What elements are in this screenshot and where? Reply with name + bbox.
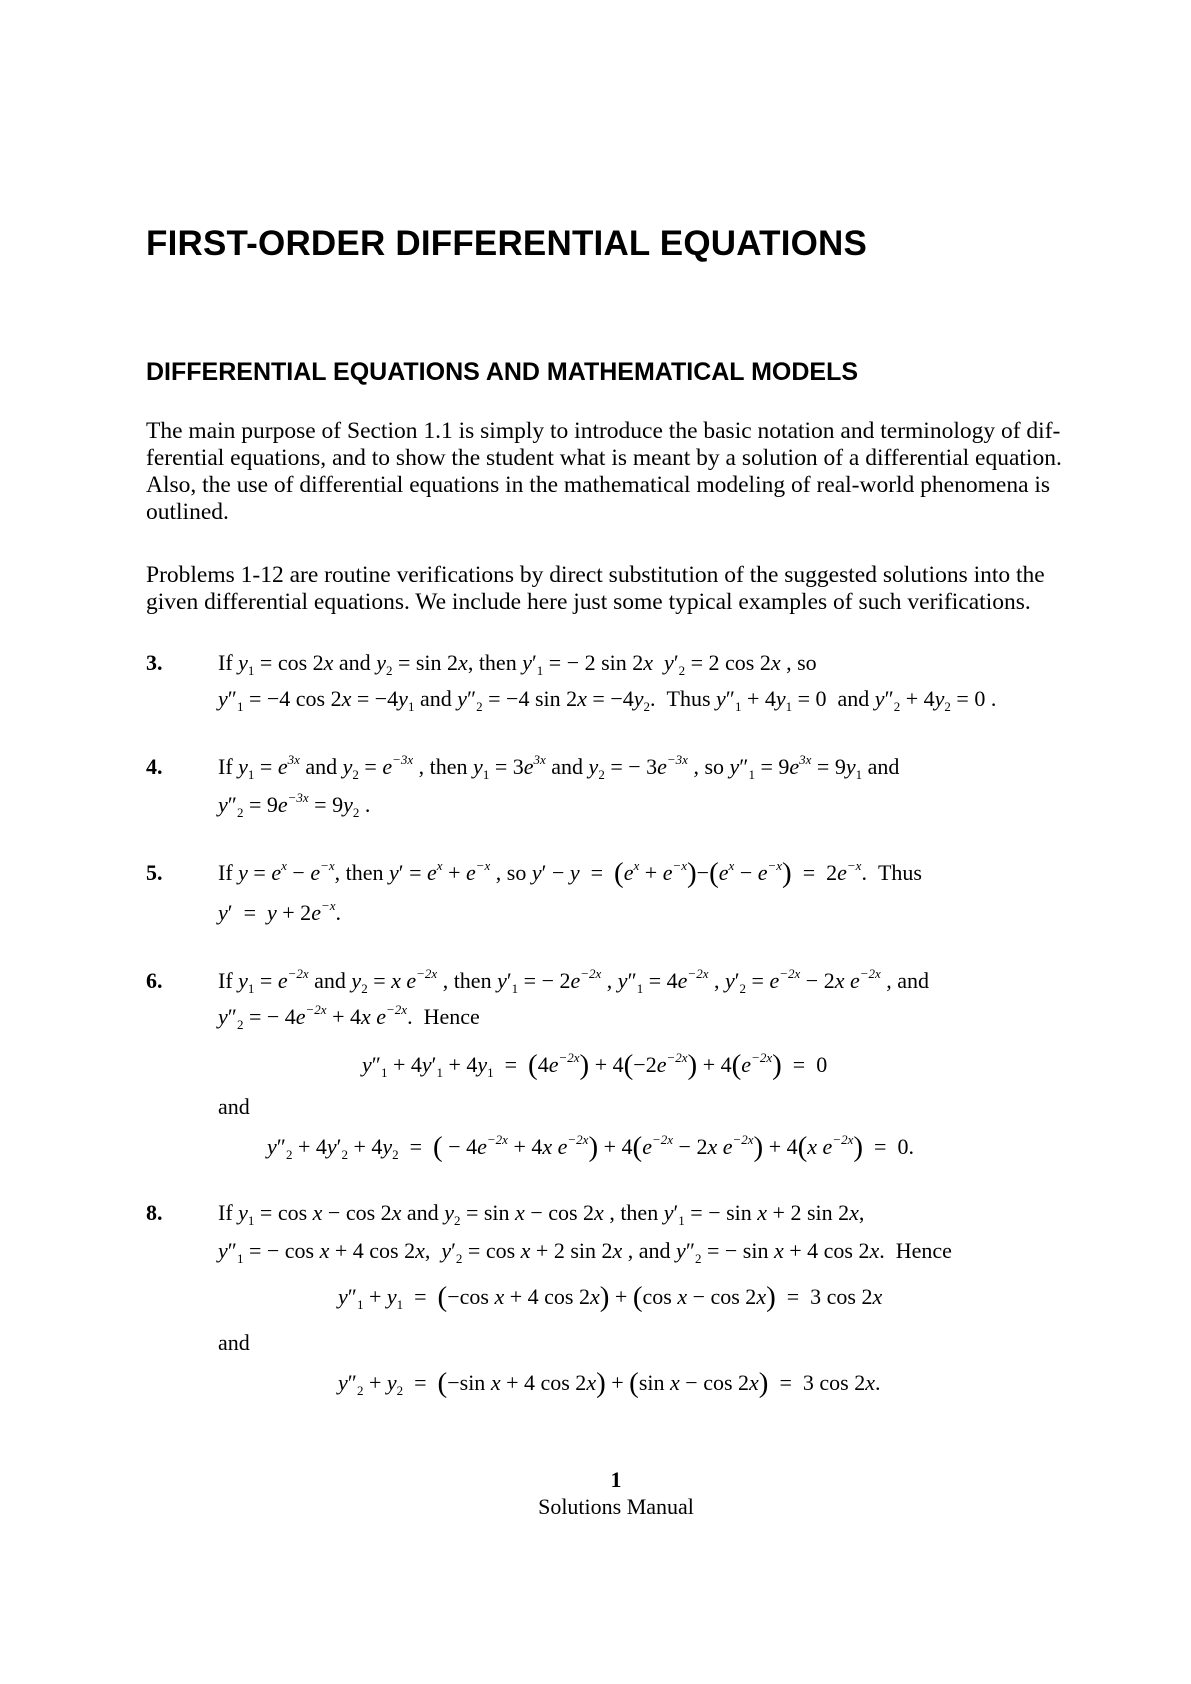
problems-line: given differential equations. We include here just some typical examples of such verifications.	[146, 589, 1031, 615]
problem-4-line-2: $y''_2 = 9e^{-3x} = 9y_2$ .	[218, 790, 371, 820]
problem-8-line-2: $y''_1$ = − cos x + 4 cos 2x, $y'_2 = \cos x + 2$ sin 2x , and $y''_2$ = − sin x + 4 cos 2x. Hence	[218, 1238, 952, 1266]
intro-line: ferential equations, and to show the student what is meant by a solution of a differential equation.	[146, 445, 1062, 471]
problem-6-line-2: $y''_2$ = − $4e^{-2x} + 4x$ $e^{-2x}$. Hence	[218, 1002, 480, 1032]
footer-title: Solutions Manual	[538, 1494, 694, 1519]
problem-5-line-2: $y' = y + 2e^{-x}$.	[218, 898, 341, 925]
problem-6-line-1: If $y_1 = e^{-2x}$ and $y_2 = x$ $e^{-2x}$ , then $y'_1$ = − $2e^{-2x}$ , $y''_1 = 4e^{-2x}$ , $y'_2 = e^{-2x} - 2x$ $e^{-2x}$ , and	[218, 966, 930, 996]
intro-line: Also, the use of differential equations in the mathematical modeling of real-world phenomena is	[146, 472, 1051, 498]
problem-8-equation-1: $y''_1 + y_1 = (-\cos$ x + 4 cos 2x) + (cos x − cos 2x) = 3 cos 2x	[338, 1281, 883, 1313]
intro-line: The main purpose of Section 1.1 is simply to introduce the basic notation and terminology of dif-	[146, 418, 1061, 444]
problem-number: 4.	[146, 754, 163, 779]
problem-number: 3.	[146, 650, 163, 675]
problem-4-line-1: If $y_1 = e^{3x}$ and $y_2 = e^{-3x}$ , then $y_1 = 3e^{3x}$ and $y_2$ = − $3e^{-3x}$ , so $y''_1 = 9e^{3x} = 9y_1$ and	[218, 752, 900, 782]
problem-6-equation-1: $y''_1 + 4y'_1 + 4y_1 = (4e^{-2x}) + 4(-2e^{-2x}) + 4(e^{-2x}) = 0$	[362, 1049, 828, 1081]
and-label: and	[218, 1094, 250, 1119]
problem-3-line-1: If $y_1 = \cos 2x$ and $y_2 = \sin 2x$, then $y'_1$ = − 2 sin 2x $y'_2 = 2$ cos 2x , so	[218, 650, 817, 678]
problem-5-line-1: If $y = e^x - e^{-x}$, then $y' = e^x + e^{-x}$ , so $y' - y = (e^x + e^{-x})-(e^x - e^{-x}) = 2e^{-x}$. Thus	[218, 857, 922, 889]
page-number: 1	[610, 1467, 622, 1492]
problem-number: 8.	[146, 1200, 163, 1225]
problem-number: 5.	[146, 860, 163, 885]
intro-paragraph	[146, 418, 1090, 526]
and-label: and	[218, 1330, 250, 1355]
chapter-title: FIRST-ORDER DIFFERENTIAL EQUATIONS	[146, 224, 868, 263]
intro-line: outlined.	[146, 499, 229, 525]
problem-6-equation-2: $y''_2 + 4y'_2 + 4y_2$ = ( − $4e^{-2x} + 4x$ $e^{-2x}) + 4(e^{-2x} - 2x$ $e^{-2x}) + 4(x$ $e^{-2x}) = 0$.	[267, 1131, 914, 1163]
problem-number: 6.	[146, 968, 163, 993]
problem-3-line-2: $y''_1 = -4$ $\cos 2x = -4y_1$ and $y''_2 = -4$ $\sin 2x = -4y_2$. Thus $y''_1 + 4y_1 = 0$ and $y''_2 + 4y_2 = 0$ .	[218, 686, 997, 714]
section-title: DIFFERENTIAL EQUATIONS AND MATHEMATICAL MODELS	[146, 358, 859, 386]
problem-8-line-1: If $y_1 = \cos x - \cos 2x$ and $y_2 = \sin x - \cos 2x$ , then $y'_1$ = − sin x + 2 sin 2x,	[218, 1200, 865, 1228]
problems-paragraph	[146, 562, 1090, 616]
problem-8-equation-2: $y''_2 + y_2 = (-\sin$ x + 4 cos 2x) + (sin x − cos 2x) = 3 cos 2x.	[338, 1367, 881, 1399]
problems-line: Problems 1-12 are routine verifications by direct substitution of the suggested solutions into the	[146, 562, 1045, 588]
